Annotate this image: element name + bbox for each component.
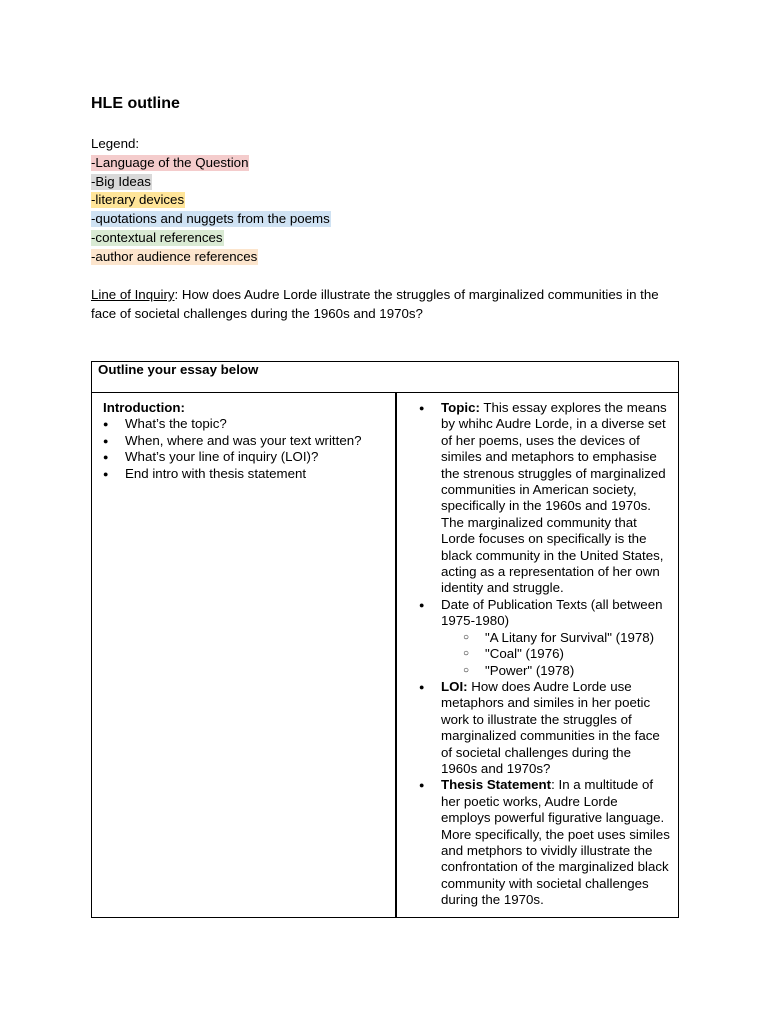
line-of-inquiry	[91, 286, 671, 324]
loi-item	[441, 679, 670, 777]
list-item: ● When, where and was your text written?	[125, 433, 385, 449]
intro-prompt-cell	[92, 393, 397, 918]
date-text: Date of Publication Texts (all between 1975-1980)	[441, 596, 663, 629]
intro-response-cell	[396, 393, 679, 918]
legend	[91, 135, 331, 267]
outline-table-header: Outline your essay below	[92, 362, 679, 393]
legend-literary-devices: -literary devices	[91, 192, 185, 208]
list-item: ● What’s the topic?	[125, 416, 385, 432]
line-of-inquiry-label: Line of Inquiry	[91, 287, 175, 302]
legend-big-ideas: -Big Ideas	[91, 173, 151, 189]
thesis-label: Thesis Statement	[441, 777, 552, 793]
topic-text: This essay explores the means by whihc Audre Lorde, in a diverse set of her poems, uses the devices of similes and metaphors to emphasise the strenous struggles of marginalized communities in American society, specifically in the 1960s and 1970s. The marginalized community that Lorde focuses on specifically is the black community in the United States, acting as a representation of her own identity and struggle.	[441, 400, 667, 596]
document-title: HLE outline	[91, 95, 180, 112]
poem-list	[441, 630, 670, 679]
poem-item: ○ "Power" (1978)	[485, 663, 670, 679]
topic-label: Topic:	[441, 400, 480, 415]
intro-heading: Introduction:	[103, 400, 185, 415]
intro-response-list	[405, 400, 670, 909]
topic-item	[441, 400, 670, 597]
thesis-text: : In a multitude of her poetic works, Audre Lorde employs powerful figurative language. More specifically, the poet uses similes and metphors to vividly illustrate the confrontation of the marginalized black community with societal challenges during the 1970s.	[441, 777, 670, 908]
outline-table	[91, 361, 679, 918]
legend-language-of-question: -Language of the Question	[91, 154, 249, 170]
loi-label: LOI:	[441, 678, 468, 694]
loi-text: How does Audre Lorde use metaphors and similes in her poetic work to illustrate the struggles of marginalized communities in the face of societal challenges during the 1960s and 1970s?	[441, 678, 660, 776]
legend-quotations: -quotations and nuggets from the poems	[91, 211, 330, 227]
poem-item: ○ "Coal" (1976)	[485, 646, 670, 662]
legend-author-audience: -author audience references	[91, 248, 258, 264]
legend-label: Legend:	[91, 136, 140, 151]
intro-prompt-list	[103, 416, 385, 482]
thesis-item	[441, 777, 670, 908]
line-of-inquiry-text: : How does Audre Lorde illustrate the struggles of marginalized communities in the face of societal challenges during the 1960s and 1970s?	[91, 287, 659, 321]
poem-item: ○ "A Litany for Survival" (1978)	[485, 630, 670, 646]
list-item: ● What’s your line of inquiry (LOI)?	[125, 449, 385, 465]
list-item: ● End intro with thesis statement	[125, 466, 385, 482]
legend-contextual-references: -contextual references	[91, 229, 223, 245]
date-item	[441, 597, 670, 679]
